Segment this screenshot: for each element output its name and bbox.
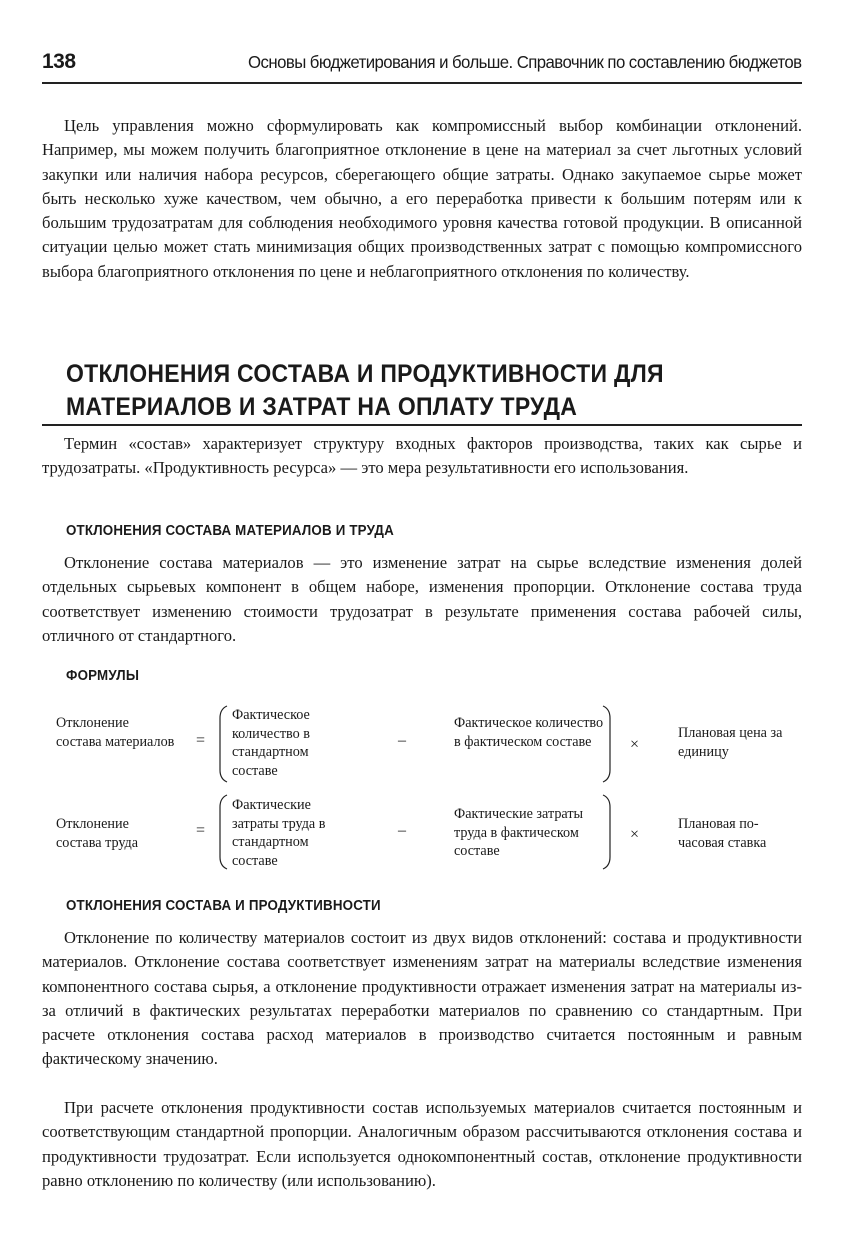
formula-term-2: Фактическое количество в фактическом составе (454, 715, 604, 750)
formula-lhs: Отклонение состава материалов (56, 715, 175, 750)
formulas-title: ФОРМУЛЫ (66, 668, 140, 684)
right-bracket-icon (601, 706, 611, 782)
section-title-rule (42, 424, 802, 426)
multiply-sign: × (630, 736, 640, 753)
equals-sign: = (196, 732, 206, 749)
formula-rhs: Плановая почасовая ставка (678, 816, 767, 851)
productivity-paragraph-1: Отклонение по количеству материалов состоит из двух видов отклонений: состава и продуктивности материалов. Отклонение состава соответствует изменениям затрат на материалы вследствие изменения компонентного состава сырья, а отклонение продуктивности отражает изменения затрат на материалы из-за отличий в фактических результатах переработки материалов по сравнению со стандартным. При расчете отклонения состава расход материалов в производство считается постоянным и равным фактическому значению. (42, 928, 802, 1069)
minus-sign: – (398, 822, 406, 839)
intro-paragraph: Цель управления можно сформулировать как компромиссный выбор комбинации отклонений. Например, мы можем получить благоприятное отклонение в цене на материал за счет льготных условий закупки или наличия набора ресурсов, сберегающего общие затраты. Однако закупаемое сырье может быть несколько хуже качеством, чем обычно, а его переработка привести к большим потерям или к большим трудозатратам для соблюдения необходимого уровня качества готовой продукции. В описанной ситуации целью может стать минимизация общих производственных затрат с помощью компромиссного выбора благоприятного отклонения по цене и неблагоприятного отклонения по количеству. (42, 116, 802, 281)
left-bracket-icon (219, 706, 229, 782)
formula-rhs: Плановая цена за единицу (678, 725, 783, 760)
subsection-title-productivity: ОТКЛОНЕНИЯ СОСТАВА И ПРОДУКТИВНОСТИ (66, 898, 381, 914)
section-title (66, 358, 747, 423)
page-number: 138 (42, 50, 76, 73)
minus-sign: – (398, 732, 406, 749)
formula-term-1: Фактические затраты труда в стандартном составе (232, 797, 326, 869)
formula-term-2: Фактические затраты труда в фактическом составе (454, 806, 584, 860)
formula-lhs: Отклонение состава труда (56, 816, 139, 851)
subsection-title-mix: ОТКЛОНЕНИЯ СОСТАВА МАТЕРИАЛОВ И ТРУДА (66, 523, 394, 539)
page-header (42, 48, 802, 84)
section-title-line-1: ОТКЛОНЕНИЯ СОСТАВА И ПРОДУКТИВНОСТИ ДЛЯ (66, 360, 664, 388)
subsection-mix-paragraph: Отклонение состава материалов — это изменение затрат на сырье вследствие изменения долей отдельных сырьевых компонент в общем наборе, изменения пропорции. Отклонение состава труда соответствует изменению стоимости трудозатрат в результате применения состава рабочей силы, отличного от стандартного. (42, 553, 802, 645)
multiply-sign: × (630, 826, 640, 843)
formula-term-1: Фактическое количество в стандартном составе (232, 707, 310, 779)
right-bracket-icon (601, 795, 611, 869)
productivity-paragraph-2: При расчете отклонения продуктивности состав используемых материалов считается постоянным и соответствующим стандартной пропорции. Аналогичным образом рассчитываются отклонения состава и продуктивности трудозатрат. Если используется однокомпонентный состав, отклонение продуктивности равно отклонению по количеству (или использованию). (42, 1098, 802, 1190)
left-bracket-icon (219, 795, 229, 869)
equals-sign: = (196, 822, 206, 839)
running-title: Основы бюджетирования и больше. Справочник по составлению бюджетов (248, 52, 802, 72)
section-intro-paragraph: Термин «состав» характеризует структуру входных факторов производства, таких как сырье и трудозатраты. «Продуктивность ресурса» — это мера результативности его использования. (42, 434, 802, 478)
section-title-line-2: МАТЕРИАЛОВ И ЗАТРАТ НА ОПЛАТУ ТРУДА (66, 392, 578, 421)
